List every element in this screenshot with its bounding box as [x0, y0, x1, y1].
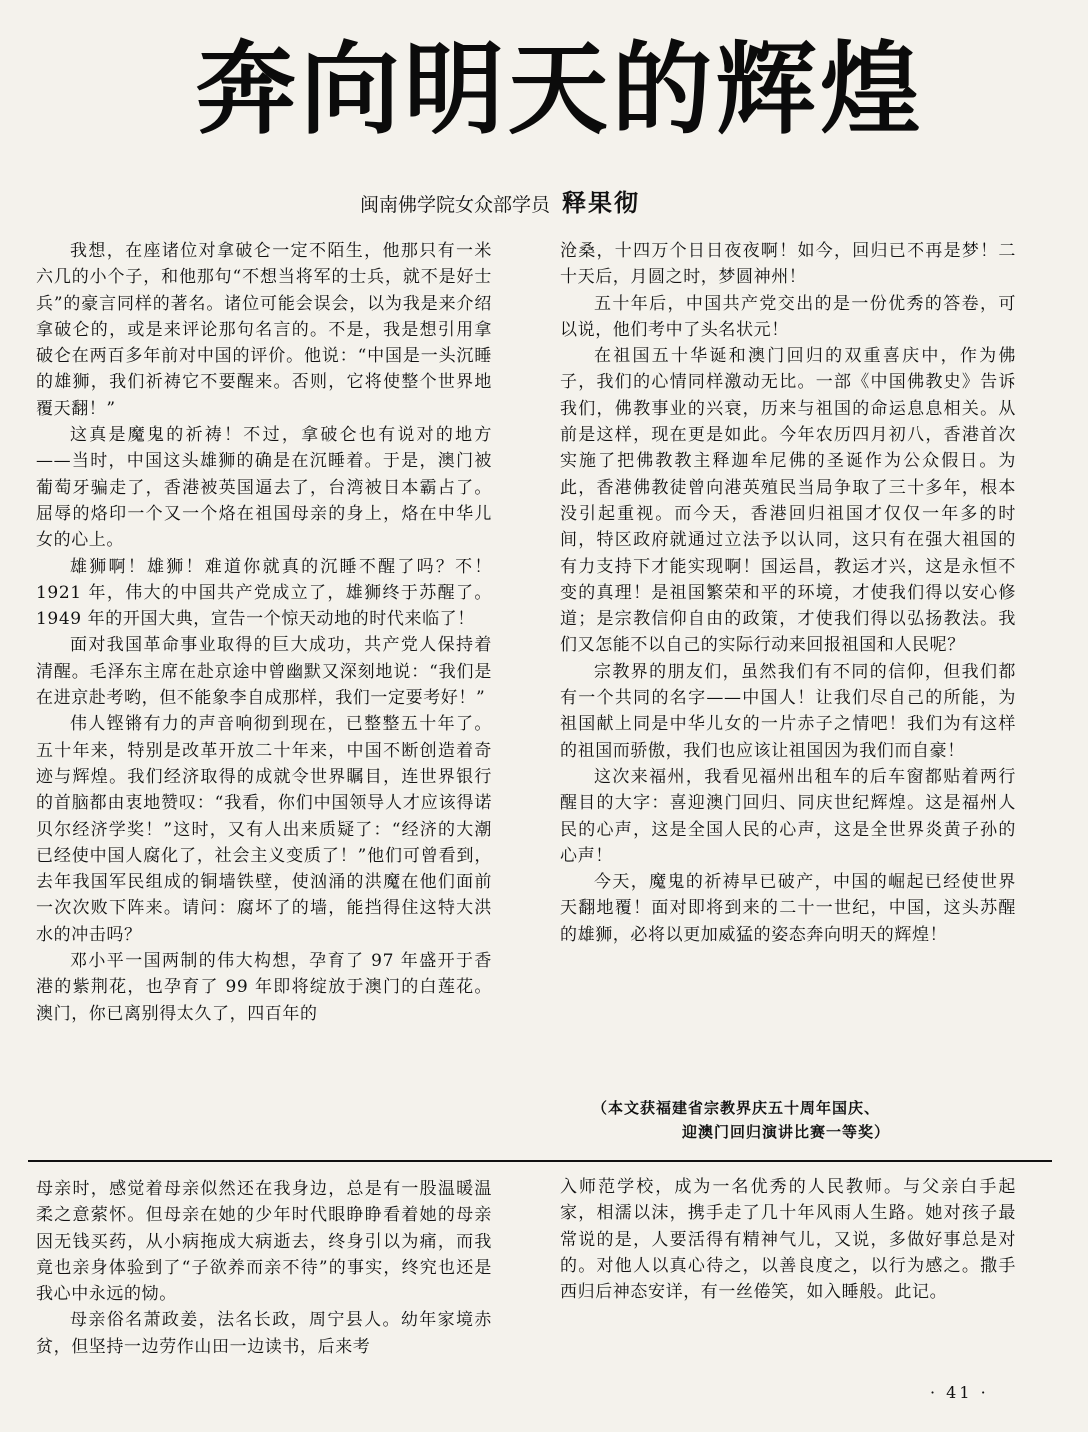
paragraph: 在祖国五十华诞和澳门回归的双重喜庆中，作为佛子，我们的心情同样激动无比。一部《中国佛教史》告诉我们，佛教事业的兴衰，历来与祖国的命运息息相关。从前是这样，现在更是如此。今年农历四月初八，香港首次实施了把佛教教主释迦牟尼佛的圣诞作为公众假日。为此，香港佛教徒曾向港英殖民当局争取了三十多年，根本没引起重视。而今天，香港回归祖国才仅仅一年多的时间，特区政府就通过立法予以认同，这只有在强大祖国的有力支持下才能实现啊！国运昌，教运才兴，这是永恒不变的真理！是祖国繁荣和平的环境，才使我们得以安心修道；是宗教信仰自由的政策，才使我们得以弘扬教法。我们又怎能不以自己的实际行动来回报祖国和人民呢？	[560, 346, 1016, 656]
paragraph: 伟人铿锵有力的声音响彻到现在，已整整五十年了。五十年来，特别是改革开放二十年来，中国不断创造着奇迹与辉煌。我们经济取得的成就令世界瞩目，连世界银行的首脑都由衷地赞叹：“我看，你们中国领导人才应该得诺贝尔经济学奖！”这时，又有人出来质疑了：“经济的大潮已经使中国人腐化了，社会主义变质了！”他们可曾看到，去年我国军民组成的铜墙铁壁，使汹涌的洪魔在他们面前一次次败下阵来。请问：腐坏了的墙，能挡得住这特大洪水的冲击吗？	[36, 714, 492, 945]
paragraph: 今天，魔鬼的祈祷早已破产，中国的崛起已经使世界天翻地覆！面对即将到来的二十一世纪，中国，这头苏醒的雄狮，必将以更加威猛的姿态奔向明天的辉煌！	[560, 872, 1016, 945]
byline-affiliation: 闽南佛学院女众部学员	[360, 194, 551, 216]
paragraph: 母亲俗名萧政姜，法名长政，周宁县人。幼年家境赤贫，但坚持一边劳作山田一边读书，后来考	[36, 1310, 492, 1357]
byline-author: 释果彻	[562, 189, 641, 217]
article-title: 奔向明天的辉煌	[196, 31, 924, 148]
page-number: · 41 ·	[930, 1383, 989, 1402]
paragraph: 邓小平一国两制的伟大构想，孕育了 97 年盛开于香港的紫荆花，也孕育了 99 年即将绽放于澳门的白莲花。澳门，你已离别得太久了，四百年的	[36, 951, 492, 1024]
article-column-left	[36, 238, 492, 1027]
paragraph: 这真是魔鬼的祈祷！不过，拿破仑也有说对的地方——当时，中国这头雄狮的确是在沉睡着。于是，澳门被葡萄牙骗走了，香港被英国逼去了，台湾被日本霸占了。屈辱的烙印一个又一个烙在祖国母亲的身上，烙在中华儿女的心上。	[36, 425, 492, 551]
paragraph: 这次来福州，我看见福州出租车的后车窗都贴着两行醒目的大字：喜迎澳门回归、同庆世纪辉煌。这是福州人民的心声，这是全国人民的心声，这是全世界炎黄子孙的心声！	[560, 766, 1016, 866]
award-note-line-2: 迎澳门回归演讲比赛一等奖）	[682, 1123, 891, 1141]
award-note	[592, 1096, 1032, 1144]
paragraph: 母亲时，感觉着母亲似然还在我身边，总是有一股温暖温柔之意萦怀。但母亲在她的少年时代眼睁睁看着她的母亲因无钱买药，从小病拖成大病逝去，终身引以为痛，而我竟也亲身体验到了“子欲养而亲不待”的事实，终究也还是我心中永远的恸。	[36, 1179, 492, 1305]
section-divider	[28, 1160, 1052, 1162]
paragraph: 五十年后，中国共产党交出的是一份优秀的答卷，可以说，他们考中了头名状元！	[560, 293, 1016, 340]
article-column-right	[560, 238, 1016, 948]
paragraph: 沧桑，十四万个日日夜夜啊！如今，回归已不再是梦！二十天后，月圆之时，梦圆神州！	[560, 241, 1016, 288]
award-note-line-1: （本文获福建省宗教界庆五十周年国庆、	[592, 1099, 881, 1117]
paragraph: 面对我国革命事业取得的巨大成功，共产党人保持着清醒。毛泽东主席在赴京途中曾幽默又深刻地说：“我们是在进京赴考哟，但不能象李自成那样，我们一定要考好！”	[36, 635, 492, 709]
paragraph: 我想，在座诸位对拿破仑一定不陌生，他那只有一米六几的小个子，和他那句“不想当将军的士兵，就不是好士兵”的豪言同样的著名。诸位可能会误会，以为我是来介绍拿破仑的，或是来评论那句名言的。不是，我是想引用拿破仑在两百多年前对中国的评价。他说：“中国是一头沉睡的雄狮，我们祈祷它不要醒来。否则，它将使整个世界地覆天翻！”	[36, 241, 492, 419]
paragraph: 雄狮啊！雄狮！难道你就真的沉睡不醒了吗？不！1921 年，伟大的中国共产党成立了，雄狮终于苏醒了。1949 年的开国大典，宣告一个惊天动地的时代来临了！	[36, 556, 492, 630]
continuation-column-right	[560, 1174, 1016, 1305]
continuation-column-left	[36, 1176, 492, 1360]
paragraph: 宗教界的朋友们，虽然我们有不同的信仰，但我们都有一个共同的名字——中国人！让我们尽自己的所能，为祖国献上同是中华儿女的一片赤子之情吧！我们为有这样的祖国而骄傲，我们也应该让祖国因为我们而自豪！	[560, 661, 1016, 761]
byline	[360, 186, 780, 220]
paragraph: 入师范学校，成为一名优秀的人民教师。与父亲白手起家，相濡以沫，携手走了几十年风雨人生路。她对孩子最常说的是，人要活得有精神气儿，又说，多做好事总是对的。对他人以真心待之，以善良度之，以行为感之。撒手西归后神态安详，有一丝倦笑，如入睡般。此记。	[560, 1177, 1016, 1303]
